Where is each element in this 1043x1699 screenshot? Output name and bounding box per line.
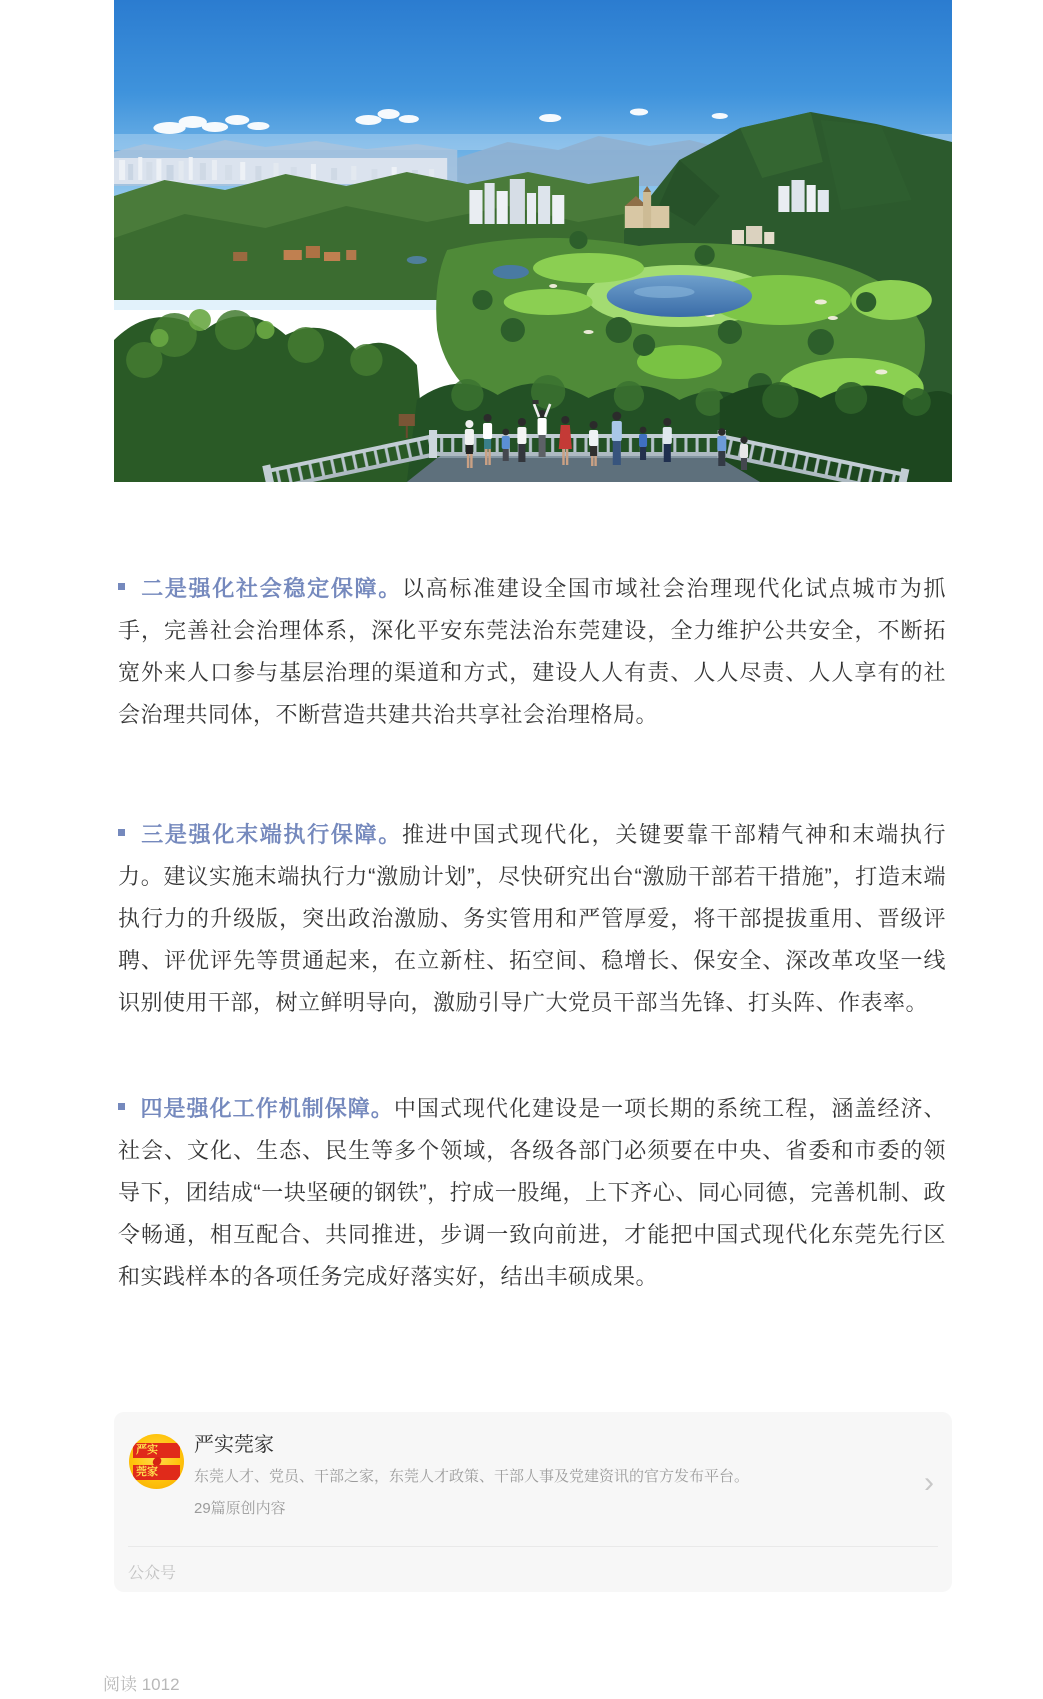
paragraph-heading: 三是强化末端执行保障。 xyxy=(140,822,402,847)
paragraph-heading: 四是强化工作机制保障。 xyxy=(140,1096,394,1121)
account-avatar xyxy=(129,1434,184,1489)
paragraph-text: 中国式现代化建设是一项长期的系统工程，涵盖经济、社会、文化、生态、民生等多个领域，各级各部门必须要在中央、省委和市委的领导下，团结成“一块坚硬的钢铁”，拧成一股绳，上下齐心、同心同德，完善机制、政令畅通，相互配合、共同推进，步调一致向前进，才能把中国式现代化东莞先行区和实践样本的各项任务完成好落实好，结出丰硕成果。 xyxy=(118,1096,946,1289)
paragraph xyxy=(118,568,946,736)
hero-image[interactable] xyxy=(114,0,952,482)
account-description: 东莞人才、党员、干部之家，东莞人才政策、干部人事及党建资讯的官方发布平台。 xyxy=(194,1468,750,1485)
bullet-square-icon xyxy=(118,1103,125,1110)
account-card-main-row[interactable] xyxy=(114,1412,952,1546)
avatar-text-bottom: 莞家 xyxy=(133,1465,180,1480)
account-type-label: 公众号 xyxy=(128,1565,177,1582)
read-count-label: 阅读 1012 xyxy=(103,1675,180,1694)
paragraph xyxy=(118,814,946,1024)
bullet-square-icon xyxy=(118,583,125,590)
avatar-text-top: 严实 xyxy=(133,1443,180,1458)
article-body xyxy=(118,482,946,1298)
account-original-count: 29篇原创内容 xyxy=(194,1500,286,1517)
paragraph-text: 推进中国式现代化，关键要靠干部精气神和末端执行力。建议实施末端执行力“激励计划”，尽快研究出台“激励干部若干措施”，打造末端执行力的升级版，突出政治激励、务实管用和严管厚爱，将干部提拔重用、晋级评聘、评优评先等贯通起来，在立新柱、拓空间、稳增长、保安全、深改革攻坚一线识别使用干部，树立鲜明导向，激励引导广大党员干部当先锋、打头阵、作表率。 xyxy=(118,822,946,1015)
card-divider xyxy=(128,1546,938,1547)
account-name: 严实莞家 xyxy=(194,1434,274,1456)
paragraph-heading: 二是强化社会稳定保障。 xyxy=(140,576,402,601)
official-account-card[interactable] xyxy=(114,1412,952,1592)
paragraph-text: 以高标准建设全国市域社会治理现代化试点城市为抓手，完善社会治理体系，深化平安东莞法治东莞建设，全力维护公共安全，不断拓宽外来人口参与基层治理的渠道和方式，建设人人有责、人人尽责、人人享有的社会治理共同体，不断营造共建共治共享社会治理格局。 xyxy=(118,576,946,727)
paragraph xyxy=(118,1088,946,1298)
landscape-photo-illustration xyxy=(114,0,952,482)
chevron-right-icon[interactable]: › xyxy=(924,1466,934,1499)
bullet-square-icon xyxy=(118,829,125,836)
